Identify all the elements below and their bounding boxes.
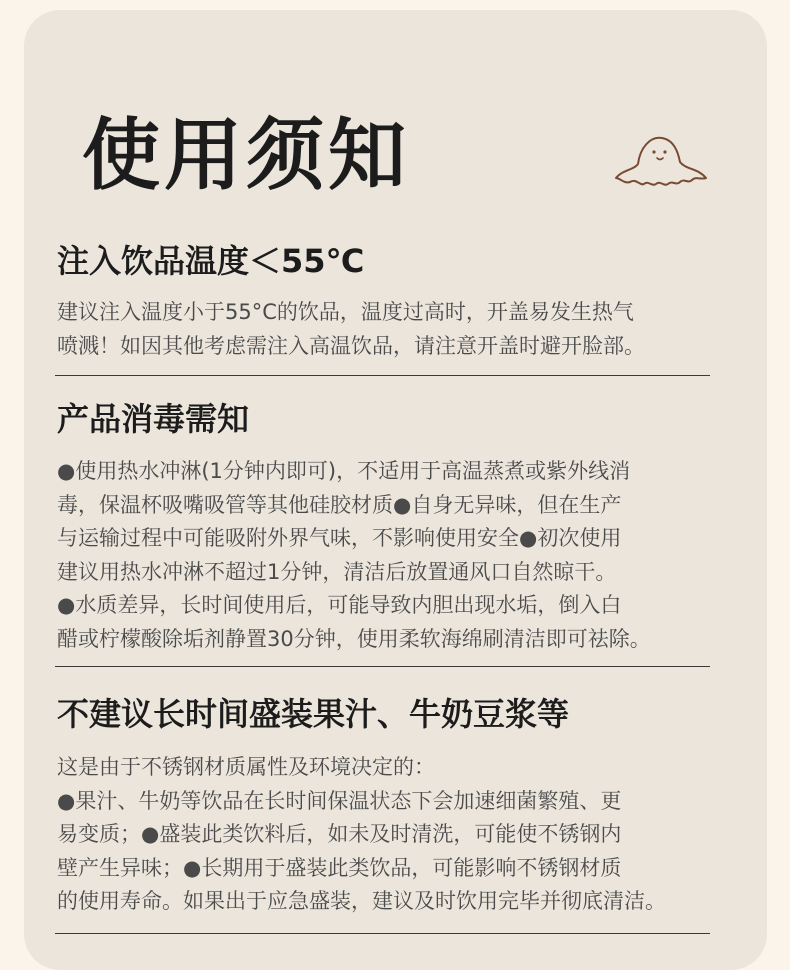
section-body-disinfection: [57, 455, 651, 656]
section-heading-temperature: 注入饮品温度＜55℃: [57, 242, 365, 280]
body-line: 与运输过程中可能吸附外界气味，不影响使用安全●初次使用: [57, 526, 622, 550]
divider: [55, 666, 710, 667]
body-line: ●使用热水冲淋(1分钟内即可)，不适用于高温蒸煮或紫外线消: [57, 459, 631, 483]
section-body-temperature: [57, 296, 645, 363]
body-line: 醋或柠檬酸除垢剂静置30分钟，使用柔软海绵刷清洁即可祛除。: [57, 626, 651, 651]
body-line: 喷溅！如因其他考虑需注入高温饮品，请注意开盖时避开脸部。: [57, 333, 645, 358]
body-line: 毒，保温杯吸嘴吸管等其他硅胶材质●自身无异味，但在生产: [57, 492, 622, 517]
body-line: 这是由于不锈钢材质属性及环境决定的：: [57, 755, 435, 779]
body-line: ●果汁、牛奶等饮品在长时间保温状态下会加速细菌繁殖、更: [57, 788, 622, 813]
page-title: 使用须知: [82, 111, 411, 201]
divider: [55, 933, 710, 934]
divider: [55, 375, 710, 376]
body-line: 的使用寿命。如果出于应急盛装，建议及时饮用完毕并彻底清洁。: [57, 889, 666, 913]
body-line: 壁产生异味；●长期用于盛装此类饮品，可能影响不锈钢材质: [57, 855, 622, 880]
body-line: 建议注入温度小于55°C的饮品，温度过高时，开盖易发生热气: [57, 300, 634, 324]
body-line: ●水质差异，长时间使用后，可能导致内胆出现水垢，倒入白: [57, 593, 622, 617]
body-line: 易变质；●盛装此类饮料后，如未及时清洗，可能使不锈钢内: [57, 822, 622, 846]
section-heading-disinfection: 产品消毒需知: [57, 400, 250, 438]
section-heading-juice-milk: 不建议长时间盛装果汁、牛奶豆浆等: [57, 695, 570, 733]
ghost-mascot-icon: [610, 130, 710, 190]
body-line: 建议用热水冲淋不超过1分钟，清洁后放置通风口自然晾干。: [57, 559, 617, 584]
section-body-juice-milk: [57, 751, 666, 919]
